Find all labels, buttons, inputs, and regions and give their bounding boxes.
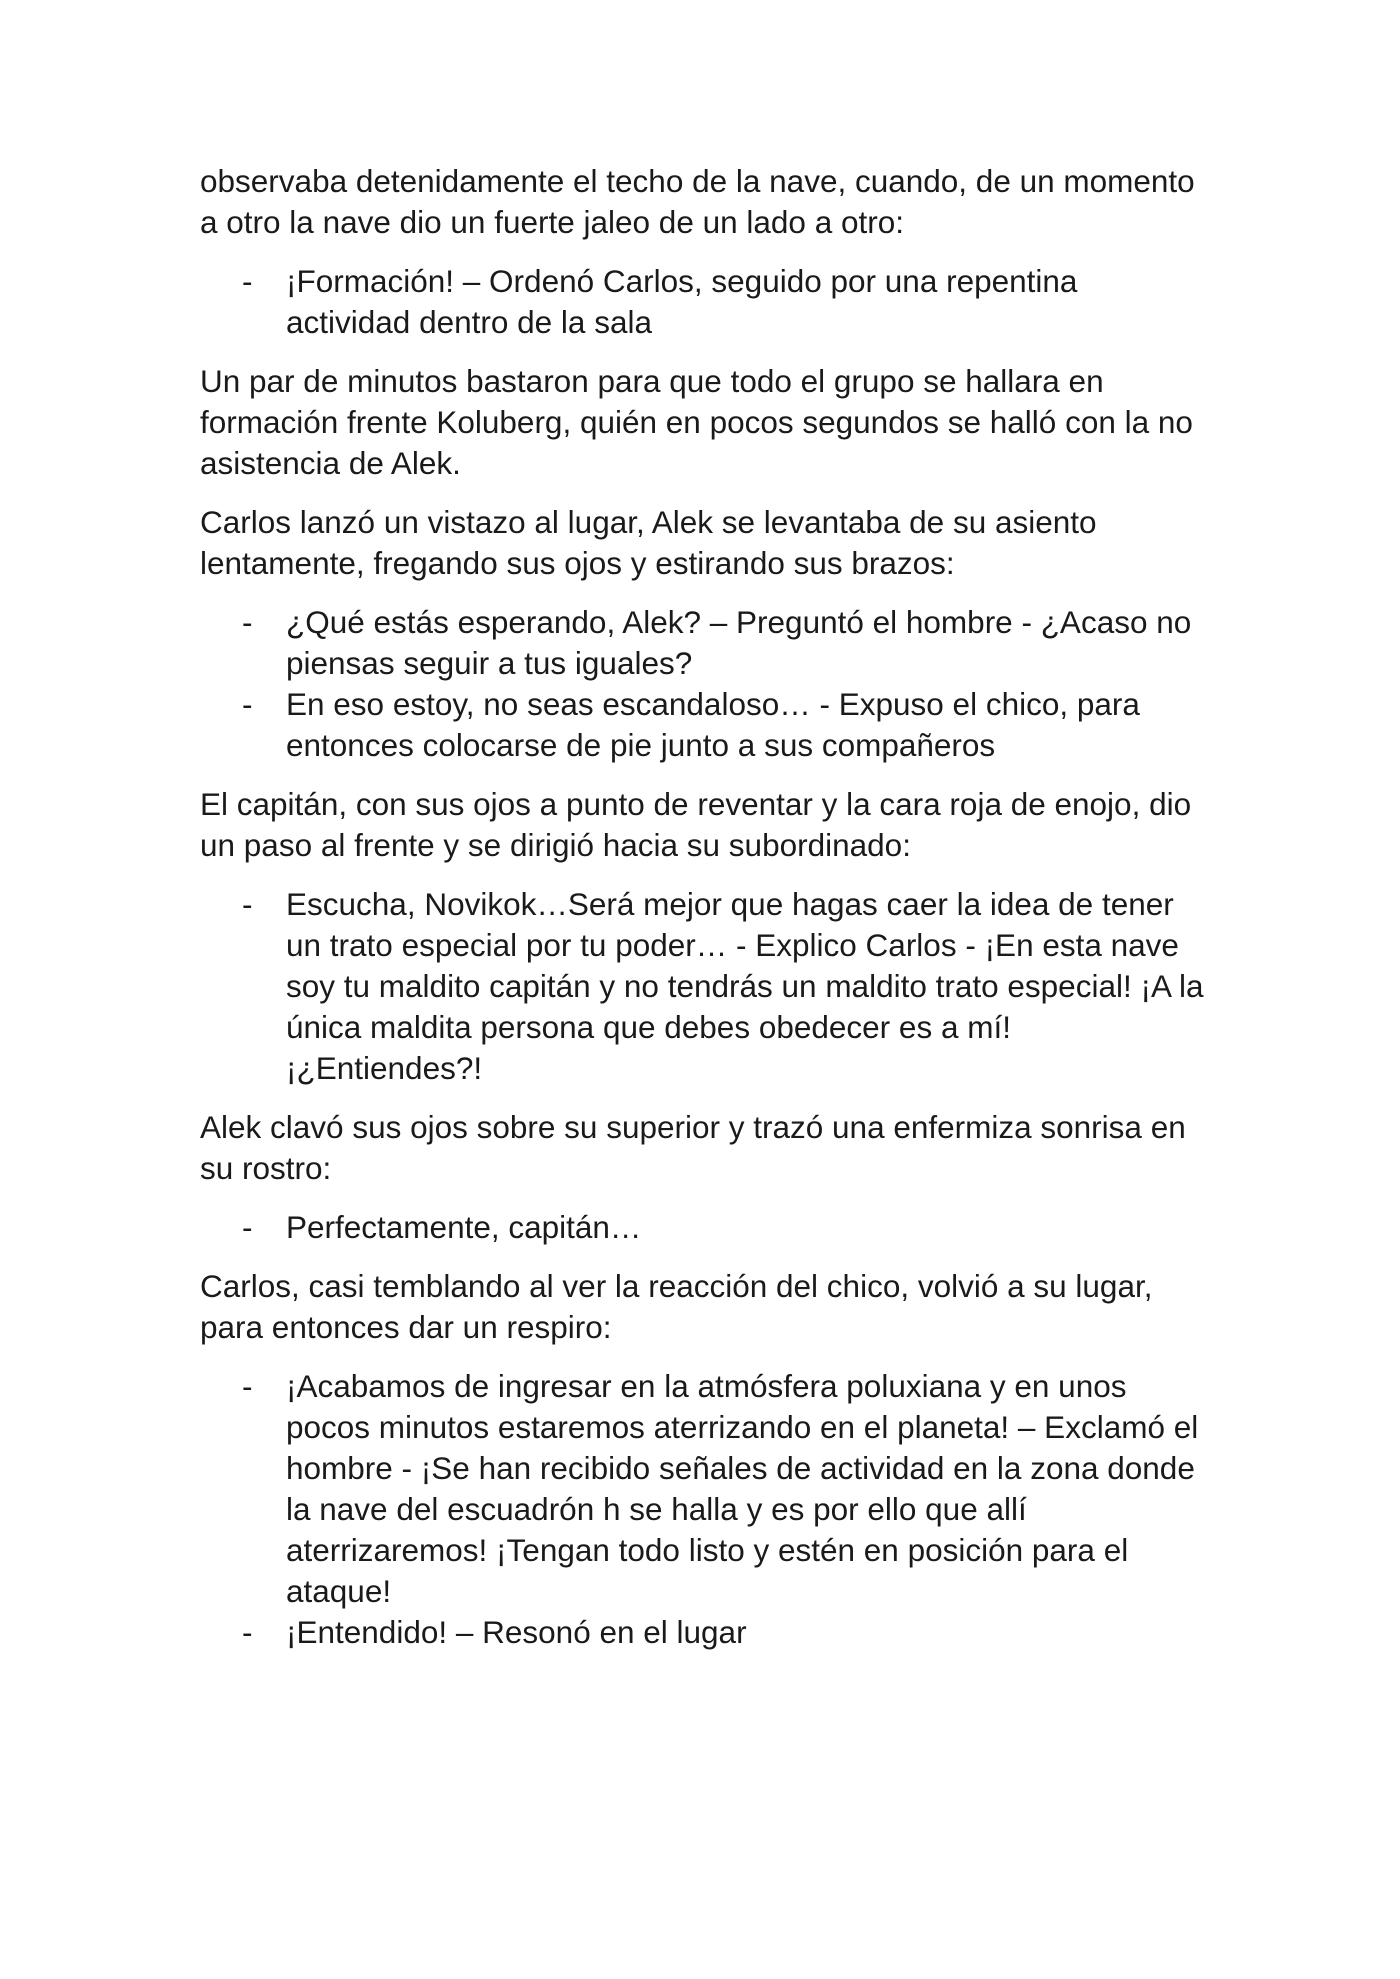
paragraph: observaba detenidamente el techo de la nave, cuando, de un momento a otro la nave dio un fuerte jaleo de un lado a otro: <box>200 163 1195 240</box>
dialogue-line <box>200 684 1210 766</box>
dialogue-list <box>200 1366 1210 1653</box>
dialogue-text: ¡Acabamos de ingresar en la atmósfera poluxiana y en unos pocos minutos estaremos aterrizando en el planeta! – Exclamó el hombre - ¡Se han recibido señales de actividad en la zona donde la nave del escuadrón h se halla y es por ello que allí aterrizaremos! ¡Tengan todo listo y estén en posición para el ataque! <box>286 1368 1199 1609</box>
dialogue-text: Escucha, Novikok…Será mejor que hagas caer la idea de tener un trato especial por tu poder… - Explico Carlos - ¡En esta nave soy tu maldito capitán y no tendrás un maldito trato especial! ¡A la única maldita persona que debes obedecer es a mí! ¡¿Entiendes?! <box>286 886 1204 1086</box>
dialogue-line <box>200 1612 1210 1653</box>
dialogue-line <box>200 1366 1210 1612</box>
dialogue-text: ¡Formación! – Ordenó Carlos, seguido por una repentina actividad dentro de la sala <box>286 263 1078 340</box>
dialogue-text: ¿Qué estás esperando, Alek? – Preguntó el hombre - ¿Acaso no piensas seguir a tus iguales? <box>286 604 1192 681</box>
paragraph: Carlos lanzó un vistazo al lugar, Alek se levantaba de su asiento lentamente, fregando sus ojos y estirando sus brazos: <box>200 504 1097 581</box>
dialogue-dash: - <box>242 886 253 922</box>
document-body <box>200 161 1210 1671</box>
dialogue-line <box>200 261 1210 343</box>
paragraph: El capitán, con sus ojos a punto de reventar y la cara roja de enojo, dio un paso al frente y se dirigió hacia su subordinado: <box>200 786 1192 863</box>
dialogue-list <box>200 602 1210 766</box>
dialogue-line <box>200 602 1210 684</box>
dialogue-text: ¡Entendido! – Resonó en el lugar <box>286 1614 747 1650</box>
dialogue-text: En eso estoy, no seas escandaloso… - Expuso el chico, para entonces colocarse de pie junto a sus compañeros <box>286 686 1140 763</box>
paragraph: Alek clavó sus ojos sobre su superior y trazó una enfermiza sonrisa en su rostro: <box>200 1109 1186 1186</box>
dialogue-dash: - <box>242 1209 253 1245</box>
dialogue-dash: - <box>242 1614 253 1650</box>
paragraph: Carlos, casi temblando al ver la reacción del chico, volvió a su lugar, para entonces dar un respiro: <box>200 1268 1153 1345</box>
dialogue-list <box>200 884 1210 1089</box>
dialogue-dash: - <box>242 263 253 299</box>
dialogue-dash: - <box>242 686 253 722</box>
dialogue-list <box>200 1207 1210 1248</box>
dialogue-dash: - <box>242 604 253 640</box>
dialogue-line <box>200 884 1210 1089</box>
paragraph: Un par de minutos bastaron para que todo el grupo se hallara en formación frente Koluberg, quién en pocos segundos se halló con la no asistencia de Alek. <box>200 363 1193 481</box>
dialogue-list <box>200 261 1210 343</box>
dialogue-text: Perfectamente, capitán… <box>286 1209 642 1245</box>
dialogue-line <box>200 1207 1210 1248</box>
dialogue-dash: - <box>242 1368 253 1404</box>
